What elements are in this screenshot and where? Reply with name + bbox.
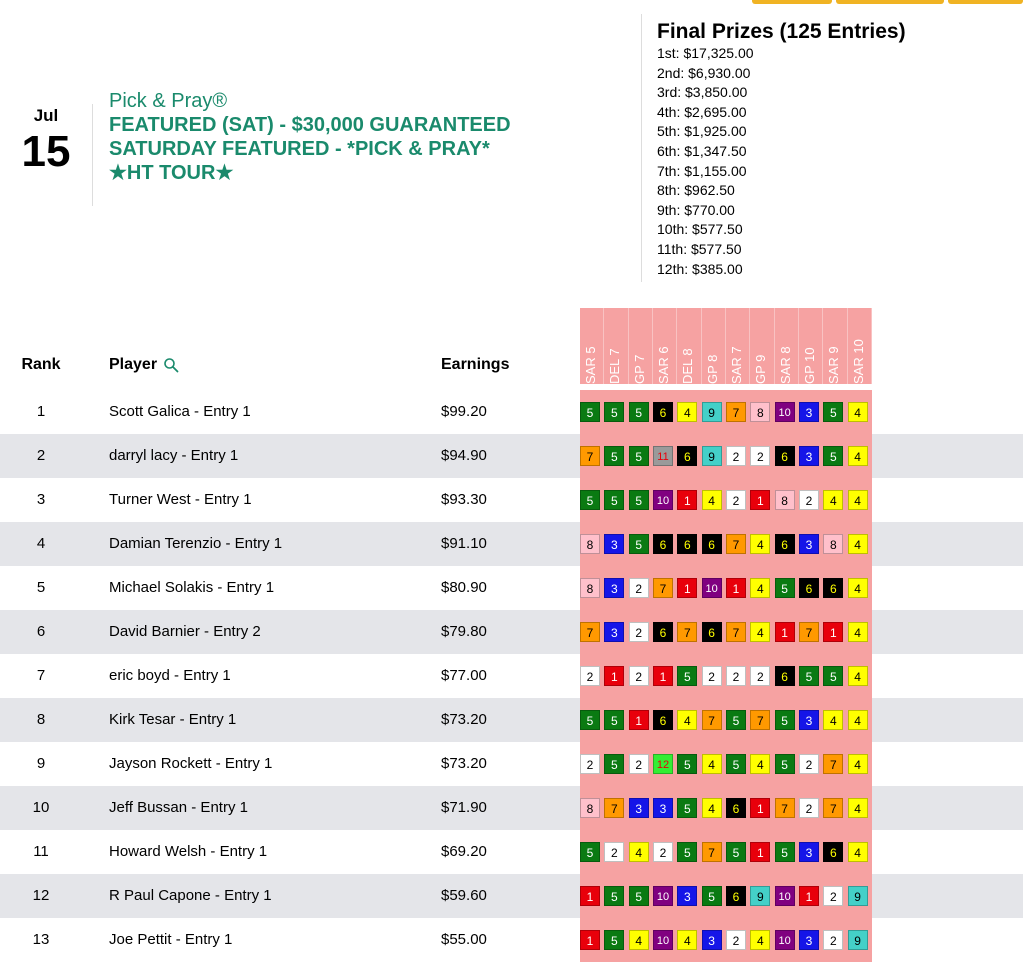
prize-row: 1st: $17,325.00 xyxy=(657,45,754,61)
pick-number: 5 xyxy=(580,710,600,730)
pick-number: 6 xyxy=(775,534,795,554)
earnings: $94.90 xyxy=(441,447,487,464)
picks xyxy=(580,490,872,510)
pick-number: 5 xyxy=(629,490,649,510)
race-header-col xyxy=(604,308,628,384)
prize-list xyxy=(657,44,906,279)
picks xyxy=(580,402,872,422)
earnings: $71.90 xyxy=(441,799,487,816)
rank: 3 xyxy=(36,491,46,508)
pick-number: 5 xyxy=(677,666,697,686)
pick-number: 2 xyxy=(726,490,746,510)
player-name[interactable]: Howard Welsh - Entry 1 xyxy=(109,843,268,860)
player-name[interactable]: Turner West - Entry 1 xyxy=(109,491,252,508)
table-row[interactable] xyxy=(0,522,1023,566)
race-header-label: SAR 8 xyxy=(777,346,793,384)
pick-number: 6 xyxy=(653,622,673,642)
pick-number: 5 xyxy=(629,446,649,466)
player-name[interactable]: David Barnier - Entry 2 xyxy=(109,623,261,640)
pick-number: 6 xyxy=(823,842,843,862)
race-header-label: DEL 8 xyxy=(680,348,696,384)
pick-number: 6 xyxy=(775,666,795,686)
pick-number: 2 xyxy=(799,798,819,818)
table-row[interactable] xyxy=(0,478,1023,522)
rank: 13 xyxy=(32,931,50,948)
player-name[interactable]: Joe Pettit - Entry 1 xyxy=(109,931,233,948)
pick-number: 1 xyxy=(677,578,697,598)
pick-number: 5 xyxy=(629,402,649,422)
pick-number: 5 xyxy=(775,754,795,774)
earnings: $80.90 xyxy=(441,579,487,596)
player-name[interactable]: Scott Galica - Entry 1 xyxy=(109,403,251,420)
prize-row: 10th: $577.50 xyxy=(657,221,743,238)
pick-number: 4 xyxy=(823,710,843,730)
pick-number: 4 xyxy=(848,578,868,598)
contest-title xyxy=(109,89,511,185)
pick-number: 12 xyxy=(653,754,673,774)
player-header xyxy=(109,356,179,374)
pick-number: 10 xyxy=(775,886,795,906)
race-header-label: GP 9 xyxy=(753,354,769,384)
pick-number: 11 xyxy=(653,446,673,466)
pick-number: 3 xyxy=(799,930,819,950)
pick-number: 4 xyxy=(750,534,770,554)
table-row[interactable] xyxy=(0,918,1023,962)
pick-number: 2 xyxy=(580,666,600,686)
pick-number: 4 xyxy=(848,710,868,730)
picks xyxy=(580,886,872,906)
pick-number: 5 xyxy=(726,754,746,774)
pick-number: 8 xyxy=(775,490,795,510)
race-header-label: SAR 9 xyxy=(826,346,842,384)
race-header-col xyxy=(848,308,872,384)
race-header-label: SAR 10 xyxy=(850,339,866,384)
picks xyxy=(580,578,872,598)
pick-number: 2 xyxy=(726,666,746,686)
prize-row: 2nd: $6,930.00 xyxy=(657,64,751,81)
race-header-col xyxy=(726,308,750,384)
pick-number: 6 xyxy=(702,622,722,642)
race-header-col xyxy=(750,308,774,384)
table-row[interactable] xyxy=(0,610,1023,654)
pick-number: 3 xyxy=(604,622,624,642)
rank: 4 xyxy=(36,535,46,552)
pick-number: 5 xyxy=(580,490,600,510)
table-row[interactable] xyxy=(0,566,1023,610)
pick-number: 6 xyxy=(823,578,843,598)
pick-number: 5 xyxy=(775,842,795,862)
earnings: $99.20 xyxy=(441,403,487,420)
pick-number: 3 xyxy=(799,534,819,554)
pick-number: 2 xyxy=(799,754,819,774)
pick-number: 4 xyxy=(848,402,868,422)
pick-number: 4 xyxy=(823,490,843,510)
pick-number: 4 xyxy=(848,534,868,554)
pick-number: 10 xyxy=(702,578,722,598)
pick-number: 7 xyxy=(775,798,795,818)
pick-number: 5 xyxy=(823,402,843,422)
pick-number: 5 xyxy=(604,930,624,950)
pick-number: 5 xyxy=(677,798,697,818)
pick-number: 7 xyxy=(580,622,600,642)
top-tab-3[interactable] xyxy=(948,0,1023,4)
picks xyxy=(580,842,872,862)
rank: 7 xyxy=(36,667,46,684)
pick-number: 5 xyxy=(775,710,795,730)
pick-number: 5 xyxy=(604,886,624,906)
pick-number: 6 xyxy=(799,578,819,598)
earnings: $55.00 xyxy=(441,931,487,948)
picks xyxy=(580,710,872,730)
table-row[interactable] xyxy=(0,742,1023,786)
prize-row: 11th: $577.50 xyxy=(657,240,742,257)
race-header-col xyxy=(799,308,823,384)
picks xyxy=(580,622,872,642)
prize-row: 9th: $770.00 xyxy=(657,201,735,218)
pick-number: 7 xyxy=(750,710,770,730)
player-name[interactable]: Kirk Tesar - Entry 1 xyxy=(109,711,237,728)
pick-number: 1 xyxy=(823,622,843,642)
pick-number: 4 xyxy=(848,490,868,510)
player-name[interactable]: darryl lacy - Entry 1 xyxy=(109,447,239,464)
pick-number: 6 xyxy=(677,534,697,554)
player-header-label: Player xyxy=(109,356,158,373)
pick-number: 5 xyxy=(726,710,746,730)
earnings: $73.20 xyxy=(441,755,487,772)
date-day: 15 xyxy=(21,127,71,176)
player-name[interactable]: Jeff Bussan - Entry 1 xyxy=(109,799,248,816)
pick-number: 5 xyxy=(580,402,600,422)
pick-number: 1 xyxy=(580,930,600,950)
pick-number: 4 xyxy=(677,710,697,730)
pick-number: 6 xyxy=(726,798,746,818)
search-icon[interactable] xyxy=(163,357,179,373)
pick-number: 7 xyxy=(799,622,819,642)
prizes-title: Final Prizes (125 Entries) xyxy=(657,20,906,43)
pick-number: 1 xyxy=(799,886,819,906)
rank: 5 xyxy=(36,579,46,596)
prize-row: 7th: $1,155.00 xyxy=(657,162,747,179)
game-name: Pick & Pray® xyxy=(109,90,228,112)
pick-number: 10 xyxy=(775,402,795,422)
picks xyxy=(580,446,872,466)
pick-number: 7 xyxy=(604,798,624,818)
pick-number: 3 xyxy=(702,930,722,950)
pick-number: 7 xyxy=(726,402,746,422)
pick-number: 5 xyxy=(677,842,697,862)
pick-number: 5 xyxy=(604,402,624,422)
player-name[interactable]: eric boyd - Entry 1 xyxy=(109,667,231,684)
pick-number: 10 xyxy=(653,930,673,950)
pick-number: 4 xyxy=(750,754,770,774)
pick-number: 2 xyxy=(702,666,722,686)
pick-number: 1 xyxy=(580,886,600,906)
pick-number: 2 xyxy=(726,930,746,950)
race-header-col xyxy=(653,308,677,384)
race-header-col xyxy=(580,308,604,384)
pick-number: 6 xyxy=(653,402,673,422)
pick-number: 2 xyxy=(799,490,819,510)
pick-number: 7 xyxy=(726,622,746,642)
pick-number: 9 xyxy=(702,446,722,466)
earnings: $69.20 xyxy=(441,843,487,860)
pick-number: 1 xyxy=(653,666,673,686)
player-name[interactable]: R Paul Capone - Entry 1 xyxy=(109,887,272,904)
race-header-label: GP 10 xyxy=(801,347,817,384)
pick-number: 2 xyxy=(823,886,843,906)
rank: 11 xyxy=(33,843,49,860)
contest-date xyxy=(0,104,93,206)
pick-number: 7 xyxy=(677,622,697,642)
rank: 2 xyxy=(36,447,46,464)
player-name[interactable]: Jayson Rockett - Entry 1 xyxy=(109,755,273,772)
pick-number: 10 xyxy=(775,930,795,950)
pick-number: 4 xyxy=(629,930,649,950)
pick-number: 7 xyxy=(580,446,600,466)
pick-number: 3 xyxy=(653,798,673,818)
player-name[interactable]: Michael Solakis - Entry 1 xyxy=(109,579,275,596)
pick-number: 7 xyxy=(653,578,673,598)
pick-number: 4 xyxy=(702,798,722,818)
pick-number: 3 xyxy=(629,798,649,818)
rank: 9 xyxy=(36,755,46,772)
pick-number: 3 xyxy=(799,446,819,466)
pick-number: 4 xyxy=(750,578,770,598)
race-header-col xyxy=(823,308,847,384)
race-header-label: GP 7 xyxy=(631,354,647,384)
earnings: $59.60 xyxy=(441,887,487,904)
race-header-label: SAR 5 xyxy=(583,346,598,384)
pick-number: 1 xyxy=(629,710,649,730)
earnings: $79.80 xyxy=(441,623,487,640)
pick-number: 2 xyxy=(653,842,673,862)
pick-number: 1 xyxy=(604,666,624,686)
earnings: $91.10 xyxy=(441,535,487,552)
pick-number: 8 xyxy=(580,798,600,818)
pick-number: 4 xyxy=(702,754,722,774)
pick-number: 4 xyxy=(848,446,868,466)
pick-number: 6 xyxy=(726,886,746,906)
pick-number: 4 xyxy=(848,666,868,686)
pick-number: 3 xyxy=(604,534,624,554)
pick-number: 5 xyxy=(823,666,843,686)
pick-number: 8 xyxy=(823,534,843,554)
prize-row: 5th: $1,925.00 xyxy=(657,123,747,140)
pick-number: 2 xyxy=(580,754,600,774)
pick-number: 5 xyxy=(629,886,649,906)
pick-number: 6 xyxy=(775,446,795,466)
pick-number: 4 xyxy=(677,402,697,422)
earnings: $93.30 xyxy=(441,491,487,508)
top-tab-1[interactable] xyxy=(752,0,832,4)
pick-number: 4 xyxy=(702,490,722,510)
pick-number: 1 xyxy=(677,490,697,510)
pick-number: 2 xyxy=(604,842,624,862)
pick-number: 1 xyxy=(750,798,770,818)
prize-row: 4th: $2,695.00 xyxy=(657,103,747,120)
prize-row: 6th: $1,347.50 xyxy=(657,142,747,159)
pick-number: 6 xyxy=(653,534,673,554)
pick-number: 5 xyxy=(775,578,795,598)
rank-header: Rank xyxy=(21,356,61,373)
pick-number: 2 xyxy=(750,446,770,466)
pick-number: 6 xyxy=(702,534,722,554)
race-headers xyxy=(580,308,872,384)
pick-number: 5 xyxy=(677,754,697,774)
pick-number: 3 xyxy=(677,886,697,906)
rank: 6 xyxy=(36,623,46,640)
pick-number: 1 xyxy=(775,622,795,642)
pick-number: 8 xyxy=(580,578,600,598)
pick-number: 2 xyxy=(629,578,649,598)
pick-number: 10 xyxy=(653,886,673,906)
pick-number: 10 xyxy=(653,490,673,510)
race-header-col xyxy=(629,308,653,384)
table-row[interactable] xyxy=(0,390,1023,434)
earnings: $73.20 xyxy=(441,711,487,728)
final-prizes xyxy=(641,14,906,282)
pick-number: 2 xyxy=(823,930,843,950)
prize-row: 3rd: $3,850.00 xyxy=(657,84,748,101)
top-tab-2[interactable] xyxy=(836,0,944,4)
race-header-label: DEL 7 xyxy=(607,348,623,384)
earnings-header: Earnings xyxy=(441,356,510,373)
rank: 8 xyxy=(36,711,46,728)
pick-number: 1 xyxy=(750,842,770,862)
pick-number: 1 xyxy=(726,578,746,598)
pick-number: 6 xyxy=(677,446,697,466)
pick-number: 2 xyxy=(629,622,649,642)
pick-number: 5 xyxy=(799,666,819,686)
pick-number: 2 xyxy=(629,666,649,686)
pick-number: 4 xyxy=(848,842,868,862)
player-name[interactable]: Damian Terenzio - Entry 1 xyxy=(109,535,283,552)
pick-number: 4 xyxy=(677,930,697,950)
pick-number: 9 xyxy=(750,886,770,906)
pick-number: 5 xyxy=(702,886,722,906)
pick-number: 5 xyxy=(604,446,624,466)
pick-number: 8 xyxy=(750,402,770,422)
pick-number: 5 xyxy=(604,710,624,730)
pick-number: 5 xyxy=(629,534,649,554)
pick-number: 3 xyxy=(604,578,624,598)
pick-number: 3 xyxy=(799,842,819,862)
pick-number: 5 xyxy=(604,490,624,510)
earnings: $77.00 xyxy=(441,667,487,684)
pick-number: 7 xyxy=(702,842,722,862)
prize-row: 12th: $385.00 xyxy=(657,260,743,277)
prize-row: 8th: $962.50 xyxy=(657,182,735,199)
contest-line-1: FEATURED (SAT) - $30,000 GUARANTEED xyxy=(109,114,511,136)
rank: 1 xyxy=(36,403,46,420)
table-row[interactable] xyxy=(0,654,1023,698)
pick-number: 5 xyxy=(604,754,624,774)
race-header-col xyxy=(702,308,726,384)
pick-number: 5 xyxy=(580,842,600,862)
pick-number: 4 xyxy=(848,754,868,774)
table-row[interactable] xyxy=(0,698,1023,742)
race-header-col xyxy=(775,308,799,384)
pick-number: 7 xyxy=(823,754,843,774)
pick-number: 2 xyxy=(629,754,649,774)
pick-number: 9 xyxy=(702,402,722,422)
table-row[interactable] xyxy=(0,830,1023,874)
pick-number: 2 xyxy=(750,666,770,686)
table-row[interactable] xyxy=(0,434,1023,478)
pick-number: 2 xyxy=(726,446,746,466)
race-header-label: GP 8 xyxy=(704,354,720,384)
pick-number: 4 xyxy=(750,930,770,950)
race-header-label: SAR 7 xyxy=(728,346,744,384)
pick-number: 7 xyxy=(726,534,746,554)
pick-number: 9 xyxy=(848,930,868,950)
pick-number: 6 xyxy=(653,710,673,730)
table-row[interactable] xyxy=(0,786,1023,830)
pick-number: 5 xyxy=(726,842,746,862)
picks xyxy=(580,754,872,774)
table-row[interactable] xyxy=(0,874,1023,918)
rank: 12 xyxy=(32,887,50,904)
picks xyxy=(580,534,872,554)
picks xyxy=(580,930,872,950)
picks xyxy=(580,666,872,686)
race-header-col xyxy=(677,308,701,384)
pick-number: 9 xyxy=(848,886,868,906)
pick-number: 5 xyxy=(823,446,843,466)
pick-number: 7 xyxy=(702,710,722,730)
race-header-label: SAR 6 xyxy=(655,346,671,384)
pick-number: 1 xyxy=(750,490,770,510)
pick-number: 3 xyxy=(799,402,819,422)
pick-number: 7 xyxy=(823,798,843,818)
pick-number: 4 xyxy=(848,622,868,642)
rank: 10 xyxy=(32,799,50,816)
pick-number: 8 xyxy=(580,534,600,554)
pick-number: 4 xyxy=(750,622,770,642)
contest-line-2: SATURDAY FEATURED - *PICK & PRAY* xyxy=(109,138,490,160)
contest-line-3: ★HT TOUR★ xyxy=(109,162,234,184)
date-month: Jul xyxy=(33,106,59,125)
pick-number: 4 xyxy=(848,798,868,818)
pick-number: 4 xyxy=(629,842,649,862)
pick-number: 3 xyxy=(799,710,819,730)
picks xyxy=(580,798,872,818)
